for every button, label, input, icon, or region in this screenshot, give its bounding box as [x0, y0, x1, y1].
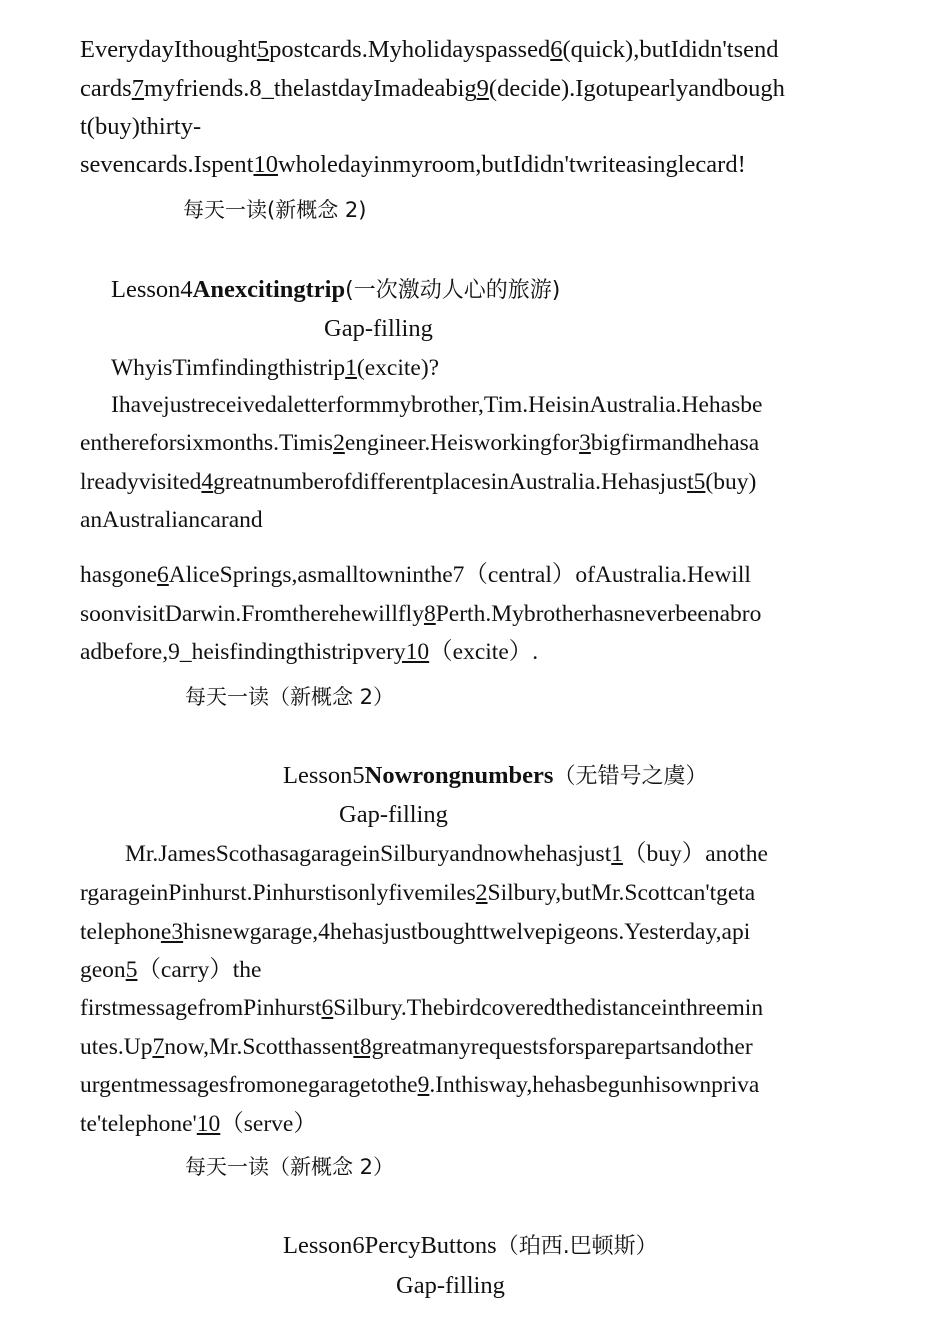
text-run: (decide).Igotupearlyandbough [488, 75, 785, 102]
lesson-number: Lesson5 [283, 762, 365, 789]
text-run: EverydayIthought [80, 36, 257, 63]
lesson5-line-3 [80, 913, 870, 951]
blank-number: t8g [353, 1034, 384, 1060]
lesson5-line-8 [80, 1105, 870, 1143]
blank-number: 6 [157, 562, 169, 588]
blank-number: 5 [125, 957, 138, 983]
blank-number: t5 [687, 469, 706, 495]
text-run: myfriends.8_thelastdayImadeabig [143, 75, 477, 102]
text-run: hisnewgarage,4hehasjustboughttwelvepigeons.Yesterday,api [183, 919, 751, 945]
text-run: Perth.Mybrotherhasneverbeenabro [435, 601, 762, 627]
text-run: Silbury.Thebirdcoveredthedistanceinthreemin [333, 995, 764, 1021]
lesson4-line-1 [111, 349, 901, 387]
blank-number: 7 [131, 75, 144, 102]
intro-line-4 [80, 146, 870, 184]
text-run: WhyisTimfindingthistrip [111, 355, 346, 381]
blank-number: 10 [196, 1111, 221, 1137]
text-run: .Inthisway,hehasbegunhisownpriva [429, 1072, 760, 1098]
lesson5-title [283, 757, 707, 796]
blank-number: 1 [611, 841, 623, 867]
intro-line-2 [80, 70, 870, 108]
text-run: rgarageinPinhurst.Pinhurstisonlyfivemiles [80, 880, 476, 906]
series-label: 每天一读(新概念 2) [183, 198, 367, 222]
blank-number: 1 [345, 355, 357, 381]
text-run: hasgone [80, 562, 158, 588]
lesson5-line-7 [80, 1066, 870, 1104]
lesson6-subtitle: Gap-filling [396, 1272, 505, 1299]
lesson4-line-7 [80, 595, 870, 633]
lesson-name: Anexcitingtrip [192, 276, 346, 303]
blank-number: 7 [152, 1034, 165, 1060]
text-run: Mr.JamesScothasagarageinSilburyandnowhehasjust [125, 841, 612, 867]
blank-number: 6 [321, 995, 334, 1021]
text-run: bigfirmandhehasa [590, 430, 760, 456]
lesson5-line-4 [80, 951, 870, 989]
text-run: (excite)? [356, 355, 440, 381]
text-run: firstmessagefromPinhurst [80, 995, 322, 1021]
text-run: soonvisitDarwin.Fromtherehewillfly [80, 601, 424, 627]
text-run: enthereforsixmonths.Timis [80, 430, 334, 456]
lesson-number: Lesson6PercyButtons [283, 1232, 497, 1259]
text-run: wholedayinmyroom,butIdidn'twriteasinglecard! [277, 151, 746, 178]
text-run: AliceSprings,asmalltowninthe7（central）ofAustralia.Hewill [168, 562, 751, 588]
lesson-name-cn: (一次激动人心的旅游) [345, 278, 561, 303]
text-run: postcards.Myholidayspassed [269, 36, 551, 63]
lesson-name: Nowrongnumbers [364, 762, 554, 789]
lesson6-title [283, 1227, 658, 1266]
lesson5-line-2 [80, 874, 870, 912]
text-run: te'telephone' [80, 1111, 197, 1137]
blank-number: 9 [417, 1072, 430, 1098]
text-run: （buy）anothe [622, 841, 768, 867]
blank-number: 8 [423, 601, 436, 627]
lesson5-subtitle: Gap-filling [339, 801, 448, 828]
text-run: reatmanyrequestsforsparepartsandother [383, 1034, 753, 1060]
intro-line-3: t(buy)thirty- [80, 113, 202, 140]
text-run: urgentmessagesfromonegaragetothe [80, 1072, 418, 1098]
text-run: adbefore,9_heisfindingthistripver [80, 639, 394, 665]
lesson4-line-3 [80, 424, 870, 462]
blank-number: 3 [579, 430, 591, 456]
text-run: （carry）the [137, 957, 262, 983]
lesson4-line-8 [80, 633, 870, 671]
blank-number: 2 [475, 880, 488, 906]
blank-number: 9 [476, 75, 489, 102]
blank-number: 4 [201, 469, 214, 495]
text-run: sevencards.Ispent [80, 151, 254, 178]
text-run: greatnumberofdifferentplacesinAustralia.Hehasjus [213, 469, 688, 495]
text-run: cards [80, 75, 132, 102]
lesson4-line-4 [80, 463, 870, 501]
blank-number: e3 [160, 919, 184, 945]
series-label: 每天一读（新概念 2） [185, 685, 395, 709]
text-run: Silbury,butMr.Scottcan'tgeta [487, 880, 756, 906]
lesson4-line-5: anAustraliancarand [80, 507, 263, 533]
blank-number: y10 [393, 639, 430, 665]
text-run: （serve） [220, 1111, 317, 1137]
lesson-name-cn: （珀西.巴顿斯） [496, 1234, 658, 1259]
intro-line-1 [80, 31, 870, 69]
text-run: (buy) [705, 469, 757, 495]
text-run: geon [80, 957, 126, 983]
blank-number: 6 [550, 36, 563, 63]
blank-number: 5 [256, 36, 270, 63]
lesson4-line-2: Ihavejustreceivedaletterformmybrother,Tim.HeisinAustralia.Hehasbe [111, 392, 763, 418]
series-label: 每天一读（新概念 2） [185, 1155, 395, 1179]
text-run: telephon [80, 919, 161, 945]
lesson-name-cn: （无错号之虞） [553, 764, 708, 789]
lesson4-line-6 [80, 556, 870, 594]
blank-number: 2 [333, 430, 345, 456]
text-run: lreadyvisited [80, 469, 202, 495]
lesson4-subtitle: Gap-filling [324, 315, 433, 342]
text-run: （excite）. [429, 639, 539, 665]
lesson5-line-6 [80, 1028, 870, 1066]
lesson5-line-5 [80, 989, 870, 1027]
lesson4-title [111, 271, 560, 310]
text-run: utes.Up [80, 1034, 153, 1060]
lesson-number: Lesson4 [111, 276, 193, 303]
text-run: (quick),butIdidn'tsend [562, 36, 779, 63]
lesson5-line-1 [125, 835, 915, 873]
text-run: engineer.Heisworkingfor [344, 430, 580, 456]
text-run: now,Mr.Scotthassen [164, 1034, 354, 1060]
blank-number: 10 [253, 151, 278, 178]
